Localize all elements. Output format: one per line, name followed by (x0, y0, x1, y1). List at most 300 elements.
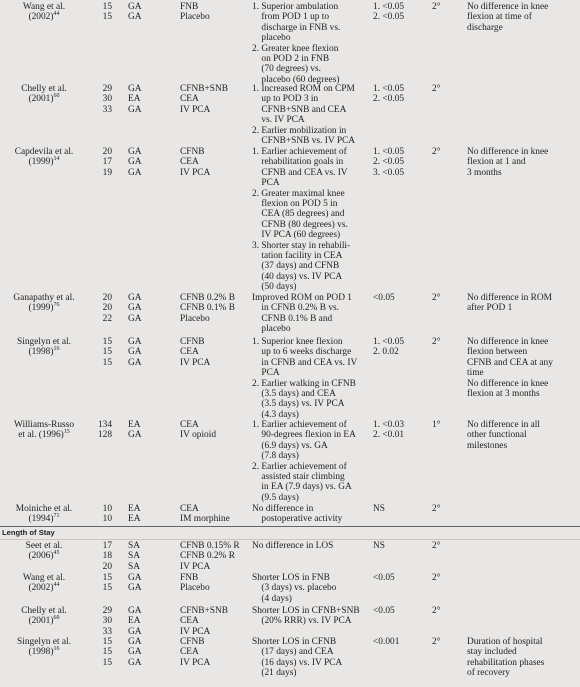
cell-line: 2° (432, 84, 441, 94)
cell-line: CEA (180, 347, 199, 358)
cell-line: Improved ROM on POD 1 (252, 293, 352, 303)
cell-line: IV PCA (180, 357, 211, 368)
cell-line: (1999)$^{14}$ (28, 156, 60, 168)
cell-line: 1. Superior ambulation (252, 2, 339, 12)
cell-line: CEA (180, 157, 199, 168)
cell-line: (1994)$^{71}$ (28, 513, 60, 525)
evidence-level-cell (432, 147, 446, 157)
comments-cell (467, 293, 579, 314)
sample-size-cell (84, 147, 112, 178)
cell-line: SA (128, 551, 140, 562)
cell-line: in CFNB and CEA vs. IV (252, 357, 358, 368)
cell-line: 2. <0.05 (373, 94, 405, 105)
sample-size-cell (84, 84, 112, 115)
cell-line: IV PCA (180, 626, 211, 637)
cell-line: 10 (102, 504, 112, 514)
cell-line: EA (128, 616, 141, 627)
cell-line: GA (128, 337, 142, 347)
cell-line: (9.5 days) (252, 492, 299, 503)
cell-line: 17 (102, 157, 112, 168)
study-cell (10, 293, 78, 314)
anesthesia-group-cell (128, 2, 162, 23)
p-value-cell (373, 541, 429, 551)
cell-line: assisted stair climbing (252, 472, 345, 483)
cell-line: 15 (102, 657, 112, 668)
cell-line: flexion between (467, 347, 528, 358)
cell-line: (20% RRR) vs. IV PCA (252, 616, 352, 627)
cell-line: (37 days) and CFNB (252, 261, 340, 272)
cell-line: 3 months (467, 167, 502, 178)
cell-line: (4 days) (252, 593, 292, 604)
sample-size-cell (84, 420, 112, 441)
cell-line: Seet et al. (25, 541, 63, 551)
cell-line: (1999)$^{76}$ (28, 302, 60, 314)
p-value-cell (373, 84, 429, 105)
cell-line: (16 days) vs. IV PCA (252, 657, 343, 668)
cell-line: 2° (432, 541, 441, 551)
reference-superscript: 15 (63, 429, 70, 436)
cell-line: SA (128, 561, 140, 572)
cell-line: CEA (180, 94, 199, 105)
cell-line: No difference in knee (467, 147, 549, 157)
cell-line: GA (128, 637, 142, 647)
cell-line: 33 (102, 104, 112, 115)
anesthesia-group-cell (128, 84, 162, 115)
section-divider (0, 526, 580, 540)
cell-line: PCA (252, 368, 280, 379)
cell-line: GA (128, 430, 142, 441)
cell-line: 2° (432, 337, 441, 347)
cell-line: (1998)$^{16}$ (28, 346, 60, 358)
cell-line: CFNB 0.2% R (180, 551, 235, 562)
comments-cell (467, 337, 579, 399)
anesthesia-group-cell (128, 147, 162, 178)
evidence-level-cell (432, 606, 446, 616)
cell-line: 1. <0.05 (373, 2, 405, 12)
anesthesia-group-cell (128, 573, 162, 594)
cell-line: 1. Increased ROM on CPM (252, 84, 355, 94)
cell-line: CEA (180, 616, 199, 627)
technique-cell (180, 420, 248, 441)
cell-line: CFNB (180, 147, 205, 157)
cell-line: 15 (102, 573, 112, 583)
cell-line: GA (128, 293, 142, 303)
cell-line: 20 (102, 147, 112, 157)
cell-line: CEA (180, 420, 199, 430)
comments-cell (467, 147, 579, 178)
cell-line: Wang et al. (22, 573, 66, 583)
p-value-cell (373, 420, 429, 441)
cell-line: rehabilitation phases (467, 657, 545, 668)
cell-line: time (467, 368, 484, 379)
evidence-level-cell (432, 637, 446, 647)
reference-superscript: 60 (53, 615, 60, 622)
study-cell (10, 2, 78, 23)
cell-line: 3. <0.05 (373, 167, 405, 178)
cell-line: 2° (432, 573, 441, 583)
evidence-level-cell (432, 337, 446, 347)
cell-line: CEA (85 degrees) and (252, 209, 345, 220)
outcomes-cell (252, 293, 368, 335)
cell-line: IM morphine (180, 514, 230, 525)
cell-line: placebo (252, 324, 291, 335)
cell-line: 1. <0.05 (373, 337, 405, 347)
cell-line: No difference in LOS (252, 541, 334, 551)
cell-line: 2° (432, 504, 441, 514)
cell-line: GA (128, 157, 142, 168)
cell-line: CFNB+SNB and CEA (252, 104, 347, 115)
sample-size-cell (84, 541, 112, 572)
cell-line: 15 (102, 647, 112, 658)
outcomes-cell (252, 84, 368, 146)
cell-line: Ganapathy et al. (13, 293, 75, 303)
cell-line: <0.001 (373, 637, 400, 647)
sample-size-cell (84, 637, 112, 668)
cell-line: 2° (432, 606, 441, 616)
cell-line: 15 (102, 337, 112, 347)
evidence-level-cell (432, 573, 446, 583)
cell-line: Chelly et al. (21, 84, 67, 94)
p-value-cell (373, 293, 429, 303)
cell-line: 128 (97, 430, 112, 441)
cell-line: GA (128, 84, 142, 94)
cell-line: 1. Earlier achievement of (252, 147, 347, 157)
cell-line: 2. <0.01 (373, 430, 405, 441)
cell-line: discharge in FNB vs. (252, 22, 341, 33)
cell-line: <0.05 (373, 606, 395, 616)
cell-line: vs. IV PCA (252, 115, 305, 126)
cell-line: in EA (7.9 days) vs. GA (252, 482, 352, 493)
cell-line: (7.8 days) (252, 451, 299, 462)
cell-line: FNB (180, 2, 199, 12)
cell-line: NS (373, 504, 385, 514)
technique-cell (180, 541, 248, 572)
section-label-length-of-stay: Length of Stay (2, 528, 55, 537)
cell-line: GA (128, 104, 142, 115)
cell-line: Shorter LOS in FNB (252, 573, 330, 583)
cell-line: (2006)$^{45}$ (28, 550, 60, 562)
cell-line: Singelyn et al. (17, 337, 71, 347)
cell-line: 15 (102, 2, 112, 12)
reference-superscript: 16 (53, 346, 60, 353)
study-cell (10, 147, 78, 168)
cell-line: on POD 2 in FNB (252, 54, 330, 65)
cell-line: IV PCA (180, 561, 211, 572)
reference-superscript: 76 (53, 302, 60, 309)
cell-line: 90-degrees flexion in EA (252, 430, 356, 441)
reference-superscript: 44 (53, 11, 60, 18)
cell-line: flexion at 1 and (467, 157, 526, 168)
cell-line: 1° (432, 420, 441, 430)
cell-line: et al. (1996)$^{15}$ (18, 429, 70, 441)
cell-line: No difference in all (467, 420, 540, 430)
cell-line: SA (128, 541, 140, 551)
cell-line: 2° (432, 293, 441, 303)
cell-line: 15 (102, 12, 112, 23)
cell-line: IV PCA (180, 104, 211, 115)
anesthesia-group-cell (128, 606, 162, 637)
outcomes-cell (252, 147, 368, 293)
cell-line: CFNB (180, 337, 205, 347)
cell-line: CFNB 0.1% B and (252, 313, 333, 324)
study-cell (10, 84, 78, 105)
cell-line: (40 days) vs. IV PCA (252, 271, 343, 282)
cell-line: (2001)$^{60}$ (28, 93, 60, 105)
outcomes-cell (252, 2, 368, 85)
study-cell (10, 637, 78, 658)
cell-line: IV PCA (180, 657, 211, 668)
cell-line: 2. Earlier achievement of (252, 461, 347, 472)
evidence-level-cell (432, 293, 446, 303)
reference-superscript: 71 (53, 513, 60, 520)
cell-line: EA (128, 514, 141, 525)
cell-line: 22 (102, 313, 112, 324)
cell-line: IV PCA (180, 167, 211, 178)
cell-line: 20 (102, 561, 112, 572)
cell-line: GA (128, 626, 142, 637)
technique-cell (180, 147, 248, 178)
cell-line: (2001)$^{60}$ (28, 615, 60, 627)
reference-superscript: 44 (53, 582, 60, 589)
cell-line: 19 (102, 167, 112, 178)
technique-cell (180, 293, 248, 324)
study-cell (10, 573, 78, 594)
sample-size-cell (84, 504, 112, 525)
evidence-level-cell (432, 84, 446, 94)
reference-superscript: 14 (53, 156, 60, 163)
cell-line: 15 (102, 583, 112, 594)
cell-line: flexion at time of (467, 12, 532, 23)
study-cell (10, 504, 78, 525)
cell-line: in CFNB 0.2% B vs. (252, 303, 339, 314)
cell-line: (4.3 days) (252, 409, 299, 420)
cell-line: 33 (102, 626, 112, 637)
cell-line: flexion on POD 5 in (252, 199, 338, 210)
cell-line: placebo (252, 33, 291, 44)
cell-line: GA (128, 573, 142, 583)
technique-cell (180, 84, 248, 115)
study-cell (10, 337, 78, 358)
cell-line: 30 (102, 616, 112, 627)
cell-line: 18 (102, 551, 112, 562)
cell-line: <0.05 (373, 293, 395, 303)
cell-line: GA (128, 12, 142, 23)
cell-line: from POD 1 up to (252, 12, 330, 23)
sample-size-cell (84, 573, 112, 594)
cell-line: Capdevila et al. (14, 147, 74, 157)
cell-line: GA (128, 606, 142, 616)
cell-line: No difference in knee (467, 378, 549, 389)
cell-line: 1. <0.05 (373, 147, 405, 157)
cell-line: GA (128, 2, 142, 12)
sample-size-cell (84, 2, 112, 23)
cell-line: rehabilitation goals in (252, 157, 344, 168)
cell-line: (21 days) (252, 668, 297, 679)
cell-line: GA (128, 657, 142, 668)
cell-line: 17 (102, 541, 112, 551)
cell-line: Chelly et al. (21, 606, 67, 616)
p-value-cell (373, 147, 429, 178)
sample-size-cell (84, 293, 112, 324)
cell-line: 15 (102, 347, 112, 358)
cell-line: (50 days) (252, 282, 297, 293)
cell-line: PCA (252, 178, 280, 189)
outcomes-cell (252, 573, 368, 604)
evidence-level-cell (432, 2, 446, 12)
cell-line: (17 days) and CEA (252, 647, 334, 658)
cell-line: (3.5 days) vs. IV PCA (252, 399, 345, 410)
cell-line: CFNB 0.2% B (180, 293, 235, 303)
cell-line: 2. Earlier walking in CFNB (252, 378, 356, 389)
cell-line: IV PCA (60 degrees) (252, 230, 341, 241)
cell-line: 3. Shorter stay in rehabili- (252, 240, 351, 251)
cell-line: discharge (467, 22, 503, 33)
comments-cell (467, 637, 579, 679)
cell-line: stay included (467, 647, 517, 658)
cell-line: CFNB (80 degrees) vs. (252, 219, 348, 230)
cell-line: Placebo (180, 583, 210, 594)
cell-line: CEA (180, 504, 199, 514)
cell-line: Shorter LOS in CFNB+SNB (252, 606, 360, 616)
cell-line: 10 (102, 514, 112, 525)
p-value-cell (373, 573, 429, 583)
cell-line: CFNB+SNB (180, 84, 229, 94)
cell-line: Wang et al. (22, 2, 66, 12)
cell-line: 1. Earlier achievement of (252, 420, 347, 430)
cell-line: 2. 0.02 (373, 347, 399, 358)
comments-cell (467, 2, 579, 33)
reference-superscript: 60 (53, 93, 60, 100)
anesthesia-group-cell (128, 504, 162, 525)
cell-line: CFNB and CEA at any (467, 357, 553, 368)
outcomes-cell (252, 606, 368, 627)
outcomes-cell (252, 337, 368, 420)
evidence-level-cell (432, 420, 446, 430)
technique-cell (180, 637, 248, 668)
sample-size-cell (84, 606, 112, 637)
cell-line: 2. Greater maximal knee (252, 188, 345, 199)
cell-line: 2° (432, 2, 441, 12)
cell-line: milestones (467, 440, 508, 451)
cell-line: EA (128, 504, 141, 514)
cell-line: 15 (102, 637, 112, 647)
cell-line: Duration of hospital (467, 637, 543, 647)
cell-line: GA (128, 647, 142, 658)
cell-line: GA (128, 303, 142, 314)
cell-line: up to 6 weeks discharge (252, 347, 352, 358)
cell-line: FNB (180, 573, 199, 583)
cell-line: No difference in (252, 504, 314, 514)
anesthesia-group-cell (128, 293, 162, 324)
cell-line: 1. <0.03 (373, 420, 405, 430)
cell-line: 2. Earlier mobilization in (252, 125, 347, 136)
cell-line: GA (128, 583, 142, 594)
cell-line: GA (128, 147, 142, 157)
cell-line: (70 degrees) vs. (252, 64, 321, 75)
cell-line: postoperative activity (252, 514, 343, 525)
anesthesia-group-cell (128, 637, 162, 668)
cell-line: CEA (180, 647, 199, 658)
cell-line: up to POD 3 in (252, 94, 319, 105)
cell-line: GA (128, 313, 142, 324)
cell-line: 2. <0.05 (373, 12, 405, 23)
cell-line: Placebo (180, 313, 210, 324)
cell-line: No difference in knee (467, 337, 549, 347)
cell-line: of recovery (467, 668, 510, 679)
cell-line: 1. <0.05 (373, 84, 405, 94)
outcomes-cell (252, 504, 368, 525)
cell-line: (2002)$^{44}$ (28, 582, 60, 594)
p-value-cell (373, 637, 429, 647)
outcomes-cell (252, 420, 368, 503)
technique-cell (180, 337, 248, 368)
study-cell (10, 541, 78, 562)
cell-line: <0.05 (373, 573, 395, 583)
cell-line: (6.9 days) vs. GA (252, 440, 328, 451)
cell-line: CFNB+SNB vs. IV PCA (252, 136, 356, 147)
cell-line: NS (373, 541, 385, 551)
cell-line: Singelyn et al. (17, 637, 71, 647)
cell-line: 29 (102, 606, 112, 616)
technique-cell (180, 504, 248, 525)
technique-cell (180, 2, 248, 23)
cell-line: CFNB and CEA vs. IV (252, 167, 348, 178)
cell-line: 2° (432, 147, 441, 157)
cell-line: other functional (467, 430, 527, 441)
cell-line: flexion at 3 months (467, 389, 540, 400)
anesthesia-group-cell (128, 541, 162, 572)
comments-cell (467, 420, 579, 451)
cell-line: Williams-Russo (13, 420, 75, 430)
cell-line: (1998)$^{16}$ (28, 646, 60, 658)
cell-line: GA (128, 347, 142, 358)
cell-line: CFNB 0.15% R (180, 541, 240, 551)
p-value-cell (373, 606, 429, 616)
cell-line: CFNB+SNB (180, 606, 229, 616)
cell-line: 29 (102, 84, 112, 94)
study-cell (10, 420, 78, 441)
outcomes-cell (252, 541, 368, 551)
cell-line: after POD 1 (467, 303, 513, 314)
anesthesia-group-cell (128, 337, 162, 368)
cell-line: CFNB 0.1% B (180, 303, 235, 314)
cell-line: (3 days) vs. placebo (252, 583, 337, 594)
cell-line: CFNB (180, 637, 205, 647)
reference-superscript: 16 (53, 646, 60, 653)
anesthesia-group-cell (128, 420, 162, 441)
sample-size-cell (84, 337, 112, 368)
cell-line: 1. Superior knee flexion (252, 337, 343, 347)
cell-line: GA (128, 357, 142, 368)
cell-line: No difference in knee (467, 2, 549, 12)
p-value-cell (373, 337, 429, 358)
cell-line: (2002)$^{44}$ (28, 11, 60, 23)
p-value-cell (373, 504, 429, 514)
reference-superscript: 45 (53, 550, 60, 557)
cell-line: (3.5 days) and CEA (252, 389, 336, 400)
cell-line: EA (128, 420, 141, 430)
cell-line: placebo (60 degrees) (252, 74, 340, 85)
cell-line: GA (128, 167, 142, 178)
p-value-cell (373, 2, 429, 23)
cell-line: 20 (102, 293, 112, 303)
technique-cell (180, 606, 248, 637)
cell-line: EA (128, 94, 141, 105)
cell-line: 20 (102, 303, 112, 314)
cell-line: 2° (432, 637, 441, 647)
cell-line: Placebo (180, 12, 210, 23)
cell-line: tation facility in CEA (252, 251, 343, 262)
